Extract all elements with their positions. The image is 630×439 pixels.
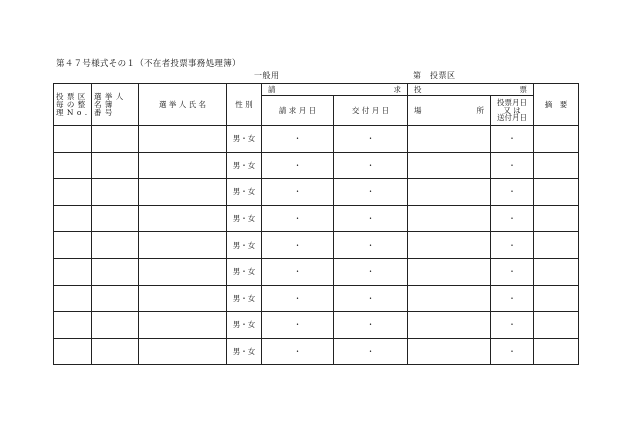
header-issue-date: 交 付 月 日 <box>334 96 408 126</box>
cell-voter-name <box>139 312 227 339</box>
cell-request-date: ・ <box>262 285 334 312</box>
header-request-date: 請 求 月 日 <box>262 96 334 126</box>
header-remarks: 摘 要 <box>534 84 579 126</box>
cell-sex: 男・女 <box>227 179 262 206</box>
cell-issue-date: ・ <box>334 232 408 259</box>
cell-register-number <box>92 205 139 232</box>
cell-vote-send-date: ・ <box>491 126 534 153</box>
table-row <box>54 126 579 153</box>
cell-request-date: ・ <box>262 338 334 365</box>
cell-request-date: ・ <box>262 232 334 259</box>
cell-issue-date: ・ <box>334 312 408 339</box>
table-row <box>54 205 579 232</box>
cell-register-number <box>92 258 139 285</box>
header-voter-name: 選 挙 人 氏 名 <box>139 84 227 126</box>
header-precinct-number: 投 票 区 毎 の 整 理 N o . <box>54 84 92 126</box>
cell-request-date: ・ <box>262 152 334 179</box>
form-title: 第４７号様式その１（不在者投票事務処理簿） <box>56 59 241 69</box>
cell-register-number <box>92 285 139 312</box>
cell-issue-date: ・ <box>334 152 408 179</box>
cell-precinct-number <box>54 258 92 285</box>
cell-register-number <box>92 126 139 153</box>
cell-sex: 男・女 <box>227 258 262 285</box>
cell-precinct-number <box>54 205 92 232</box>
header-request: 請 求 <box>262 84 408 96</box>
cell-issue-date: ・ <box>334 258 408 285</box>
table-row <box>54 285 579 312</box>
cell-vote-send-date: ・ <box>491 232 534 259</box>
cell-remarks <box>534 312 579 339</box>
cell-vote-send-date: ・ <box>491 205 534 232</box>
cell-vote-send-date: ・ <box>491 179 534 206</box>
cell-sex: 男・女 <box>227 338 262 365</box>
cell-voter-name <box>139 152 227 179</box>
cell-remarks <box>534 179 579 206</box>
cell-place <box>408 258 491 285</box>
cell-sex: 男・女 <box>227 152 262 179</box>
cell-remarks <box>534 232 579 259</box>
cell-place <box>408 152 491 179</box>
cell-voter-name <box>139 258 227 285</box>
cell-register-number <box>92 312 139 339</box>
cell-remarks <box>534 285 579 312</box>
cell-register-number <box>92 232 139 259</box>
table-row <box>54 258 579 285</box>
cell-issue-date: ・ <box>334 205 408 232</box>
cell-sex: 男・女 <box>227 205 262 232</box>
cell-vote-send-date: ・ <box>491 152 534 179</box>
table-row <box>54 338 579 365</box>
cell-issue-date: ・ <box>334 285 408 312</box>
cell-remarks <box>534 205 579 232</box>
cell-vote-send-date: ・ <box>491 338 534 365</box>
cell-place <box>408 338 491 365</box>
cell-place <box>408 179 491 206</box>
cell-issue-date: ・ <box>334 338 408 365</box>
header-voter-register-number: 選 挙 人 名 簿 番 号 <box>92 84 139 126</box>
cell-sex: 男・女 <box>227 312 262 339</box>
cell-remarks <box>534 152 579 179</box>
cell-request-date: ・ <box>262 258 334 285</box>
cell-vote-send-date: ・ <box>491 285 534 312</box>
cell-place <box>408 205 491 232</box>
cell-precinct-number <box>54 126 92 153</box>
cell-sex: 男・女 <box>227 232 262 259</box>
cell-issue-date: ・ <box>334 179 408 206</box>
cell-request-date: ・ <box>262 312 334 339</box>
cell-place <box>408 312 491 339</box>
cell-register-number <box>92 338 139 365</box>
cell-register-number <box>92 152 139 179</box>
cell-precinct-number <box>54 338 92 365</box>
ledger-table <box>53 83 579 365</box>
cell-remarks <box>534 258 579 285</box>
cell-vote-send-date: ・ <box>491 312 534 339</box>
header-sex: 性 別 <box>227 84 262 126</box>
cell-voter-name <box>139 285 227 312</box>
table-row <box>54 152 579 179</box>
cell-request-date: ・ <box>262 205 334 232</box>
cell-precinct-number <box>54 232 92 259</box>
cell-voter-name <box>139 179 227 206</box>
subtitle-precinct: 第 投票区 <box>413 71 456 80</box>
header-place: 場 所 <box>408 96 491 126</box>
cell-place <box>408 285 491 312</box>
cell-issue-date: ・ <box>334 126 408 153</box>
header-voting: 投 票 <box>408 84 534 96</box>
cell-precinct-number <box>54 285 92 312</box>
cell-request-date: ・ <box>262 179 334 206</box>
cell-voter-name <box>139 126 227 153</box>
cell-precinct-number <box>54 312 92 339</box>
cell-request-date: ・ <box>262 126 334 153</box>
table-row <box>54 312 579 339</box>
cell-precinct-number <box>54 152 92 179</box>
table-row <box>54 179 579 206</box>
cell-vote-send-date: ・ <box>491 258 534 285</box>
header-vote-send-date: 投票月日 又 は 送付月日 <box>491 96 534 126</box>
cell-remarks <box>534 338 579 365</box>
cell-sex: 男・女 <box>227 126 262 153</box>
table-row <box>54 232 579 259</box>
cell-register-number <box>92 179 139 206</box>
cell-voter-name <box>139 205 227 232</box>
subtitle-general-use: 一般用 <box>254 71 280 80</box>
cell-sex: 男・女 <box>227 285 262 312</box>
cell-place <box>408 126 491 153</box>
cell-place <box>408 232 491 259</box>
cell-voter-name <box>139 232 227 259</box>
cell-precinct-number <box>54 179 92 206</box>
cell-voter-name <box>139 338 227 365</box>
cell-remarks <box>534 126 579 153</box>
